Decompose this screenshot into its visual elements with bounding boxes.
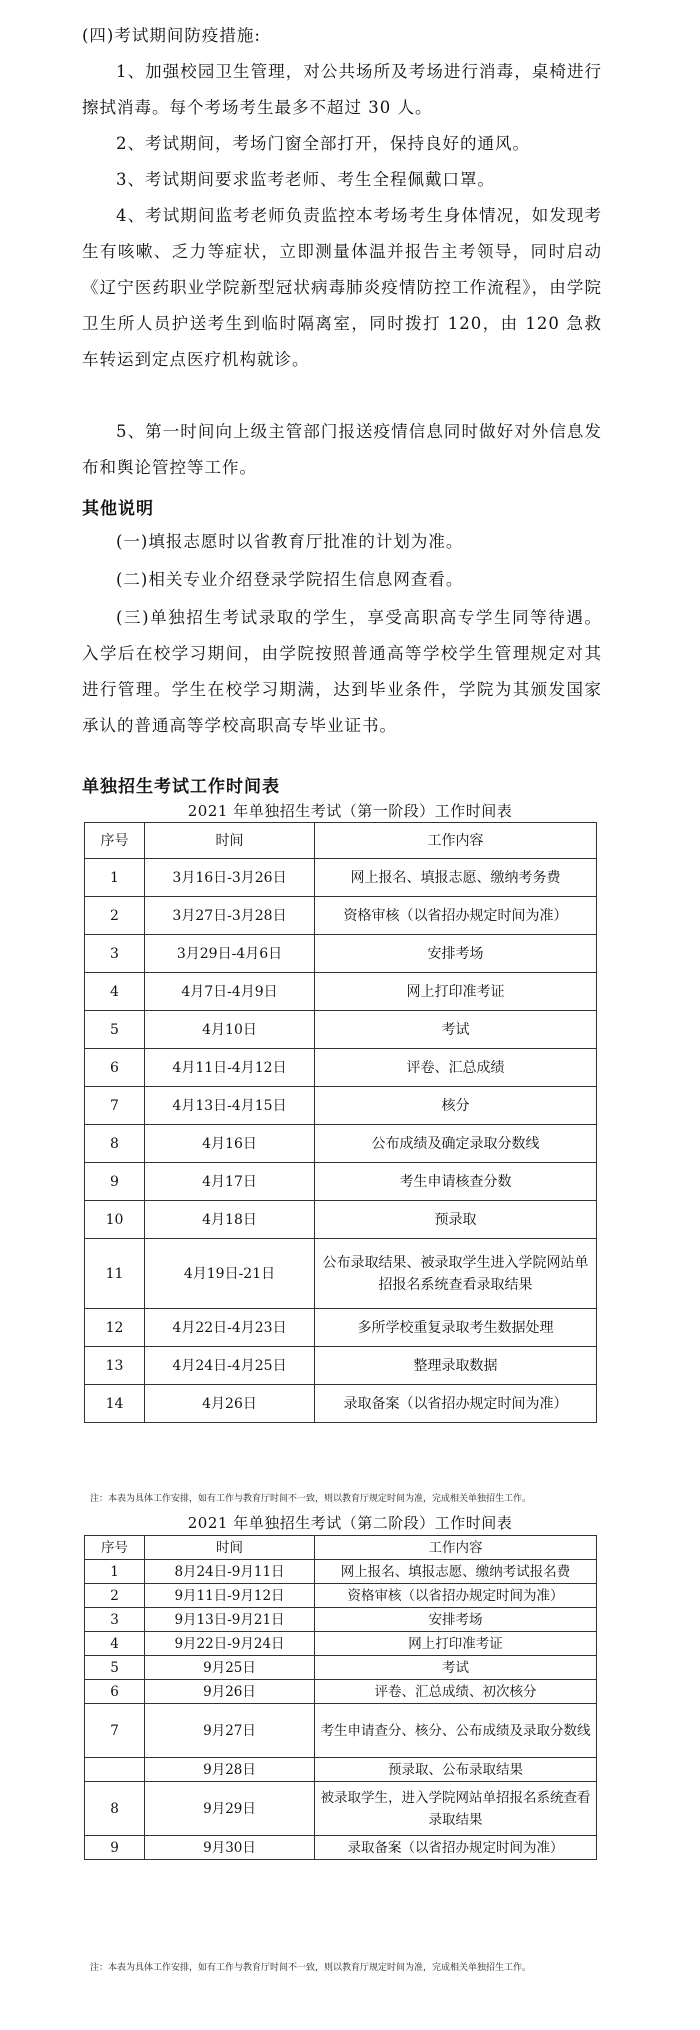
cell-content: 评卷、汇总成绩、初次核分	[315, 1680, 597, 1704]
other-item-2: (二)相关专业介绍登录学院招生信息网查看。	[116, 570, 464, 589]
cell-time: 4月24日-4月25日	[145, 1347, 315, 1385]
table-row	[85, 1239, 597, 1309]
schedule-table-stage1	[84, 822, 597, 1423]
cell-index: 8	[85, 1782, 145, 1836]
cell-time: 4月19日-21日	[145, 1239, 315, 1309]
table-row	[85, 1011, 597, 1049]
cell-index: 6	[85, 1680, 145, 1704]
table-row	[85, 1125, 597, 1163]
cell-time: 4月10日	[145, 1011, 315, 1049]
cell-time: 8月24日-9月11日	[145, 1560, 315, 1584]
header-time: 时间	[145, 1536, 315, 1560]
cell-time: 9月25日	[145, 1656, 315, 1680]
cell-time: 4月18日	[145, 1201, 315, 1239]
cell-index: 6	[85, 1049, 145, 1087]
other-item-3: (三)单独招生考试录取的学生，享受高职高专学生同等待遇。入学后在校学习期间，由学院按照普通高等学校学生管理规定对其进行管理。学生在校学习期满，达到毕业条件，学院为其颁发国家承认的普通高等学校高职高专毕业证书。	[82, 608, 602, 735]
header-index: 序号	[85, 1536, 145, 1560]
cell-index: 9	[85, 1163, 145, 1201]
cell-content: 安排考场	[315, 935, 597, 973]
table-row	[85, 1560, 597, 1584]
cell-time: 3月16日-3月26日	[145, 859, 315, 897]
cell-time: 3月29日-4月6日	[145, 935, 315, 973]
cell-index: 3	[85, 1608, 145, 1632]
cell-index: 13	[85, 1347, 145, 1385]
header-index: 序号	[85, 823, 145, 859]
header-time: 时间	[145, 823, 315, 859]
cell-time: 9月30日	[145, 1836, 315, 1860]
cell-time: 4月17日	[145, 1163, 315, 1201]
measure-item-2: 2、考试期间，考场门窗全部打开，保持良好的通风。	[116, 134, 530, 153]
cell-content: 网上报名、填报志愿、缴纳考试报名费	[315, 1560, 597, 1584]
cell-index: 10	[85, 1201, 145, 1239]
measure-item-1: 1、加强校园卫生管理，对公共场所及考场进行消毒，桌椅进行擦拭消毒。每个考场考生最多不超过 30 人。	[82, 62, 602, 117]
schedule-heading: 单独招生考试工作时间表	[82, 777, 280, 797]
table1-title: 2021 年单独招生考试（第一阶段）工作时间表	[187, 802, 513, 820]
cell-content: 考试	[315, 1011, 597, 1049]
header-content: 工作内容	[315, 1536, 597, 1560]
table-row	[85, 1201, 597, 1239]
cell-time: 9月26日	[145, 1680, 315, 1704]
cell-index	[85, 1758, 145, 1782]
cell-time: 9月28日	[145, 1758, 315, 1782]
table-row	[85, 1608, 597, 1632]
cell-content: 网上打印准考证	[315, 973, 597, 1011]
cell-index: 9	[85, 1836, 145, 1860]
cell-content: 核分	[315, 1087, 597, 1125]
cell-content: 安排考场	[315, 1608, 597, 1632]
table-row	[85, 1656, 597, 1680]
cell-content: 资格审核（以省招办规定时间为准）	[315, 897, 597, 935]
cell-content: 网上打印准考证	[315, 1632, 597, 1656]
schedule-table-stage2	[84, 1535, 597, 1860]
cell-index: 3	[85, 935, 145, 973]
cell-content: 录取备案（以省招办规定时间为准）	[315, 1385, 597, 1423]
cell-time: 4月11日-4月12日	[145, 1049, 315, 1087]
cell-time: 9月27日	[145, 1704, 315, 1758]
cell-index: 14	[85, 1385, 145, 1423]
header-content: 工作内容	[315, 823, 597, 859]
cell-content: 公布录取结果、被录取学生进入学院网站单招报名系统查看录取结果	[315, 1239, 597, 1309]
cell-index: 8	[85, 1125, 145, 1163]
cell-time: 4月22日-4月23日	[145, 1309, 315, 1347]
table-row	[85, 1049, 597, 1087]
table-row	[85, 859, 597, 897]
cell-time: 4月16日	[145, 1125, 315, 1163]
table2-note: 注：本表为具体工作安排，如有工作与教育厅时间不一致，则以教育厅规定时间为准，完成相关单独招生工作。	[90, 1963, 532, 1973]
cell-content: 资格审核（以省招办规定时间为准）	[315, 1584, 597, 1608]
cell-content: 录取备案（以省招办规定时间为准）	[315, 1836, 597, 1860]
table-row	[85, 1087, 597, 1125]
table-row	[85, 1163, 597, 1201]
cell-content: 评卷、汇总成绩	[315, 1049, 597, 1087]
cell-index: 4	[85, 973, 145, 1011]
cell-time: 4月26日	[145, 1385, 315, 1423]
table-header-row	[85, 823, 597, 859]
cell-content: 多所学校重复录取考生数据处理	[315, 1309, 597, 1347]
other-heading: 其他说明	[82, 499, 154, 519]
cell-index: 2	[85, 897, 145, 935]
measure-item-5: 5、第一时间向上级主管部门报送疫情信息同时做好对外信息发布和舆论管控等工作。	[82, 422, 602, 477]
cell-index: 1	[85, 859, 145, 897]
table-row	[85, 1836, 597, 1860]
cell-content: 考试	[315, 1656, 597, 1680]
cell-index: 5	[85, 1656, 145, 1680]
table-row	[85, 973, 597, 1011]
cell-index: 4	[85, 1632, 145, 1656]
cell-index: 7	[85, 1704, 145, 1758]
table-row	[85, 1584, 597, 1608]
table-header-row	[85, 1536, 597, 1560]
cell-content: 预录取、公布录取结果	[315, 1758, 597, 1782]
cell-time: 4月13日-4月15日	[145, 1087, 315, 1125]
cell-time: 9月11日-9月12日	[145, 1584, 315, 1608]
cell-index: 5	[85, 1011, 145, 1049]
table1-note: 注：本表为具体工作安排，如有工作与教育厅时间不一致，则以教育厅规定时间为准，完成相关单独招生工作。	[90, 1494, 532, 1504]
measures-heading: (四)考试期间防疫措施:	[82, 26, 261, 45]
table2-title: 2021 年单独招生考试（第二阶段）工作时间表	[187, 1514, 513, 1532]
table-row	[85, 1385, 597, 1423]
cell-content: 预录取	[315, 1201, 597, 1239]
cell-index: 12	[85, 1309, 145, 1347]
table-row	[85, 1758, 597, 1782]
table-row	[85, 1782, 597, 1836]
cell-index: 7	[85, 1087, 145, 1125]
cell-time: 9月22日-9月24日	[145, 1632, 315, 1656]
cell-time: 4月7日-4月9日	[145, 973, 315, 1011]
cell-index: 2	[85, 1584, 145, 1608]
table-row	[85, 935, 597, 973]
table-row	[85, 1704, 597, 1758]
cell-index: 11	[85, 1239, 145, 1309]
cell-content: 公布成绩及确定录取分数线	[315, 1125, 597, 1163]
table-row	[85, 1632, 597, 1656]
cell-content: 被录取学生，进入学院网站单招报名系统查看录取结果	[315, 1782, 597, 1836]
cell-content: 整理录取数据	[315, 1347, 597, 1385]
cell-time: 9月29日	[145, 1782, 315, 1836]
measure-item-4: 4、考试期间监考老师负责监控本考场考生身体情况，如发现考生有咳嗽、乏力等症状，立即测量体温并报告主考领导，同时启动《辽宁医药职业学院新型冠状病毒肺炎疫情防控工作流程》，由学院卫生所人员护送考生到临时隔离室，同时拨打 120，由 120 急救车转运到定点医疗机构就诊。	[82, 206, 602, 369]
table-row	[85, 1309, 597, 1347]
table-row	[85, 1347, 597, 1385]
cell-index: 1	[85, 1560, 145, 1584]
cell-content: 考生申请查分、核分、公布成绩及录取分数线	[315, 1704, 597, 1758]
other-item-1: (一)填报志愿时以省教育厅批准的计划为准。	[116, 532, 464, 551]
cell-time: 3月27日-3月28日	[145, 897, 315, 935]
measure-item-3: 3、考试期间要求监考老师、考生全程佩戴口罩。	[116, 170, 495, 189]
cell-content: 网上报名、填报志愿、缴纳考务费	[315, 859, 597, 897]
cell-time: 9月13日-9月21日	[145, 1608, 315, 1632]
table-row	[85, 1680, 597, 1704]
cell-content: 考生申请核查分数	[315, 1163, 597, 1201]
table-row	[85, 897, 597, 935]
